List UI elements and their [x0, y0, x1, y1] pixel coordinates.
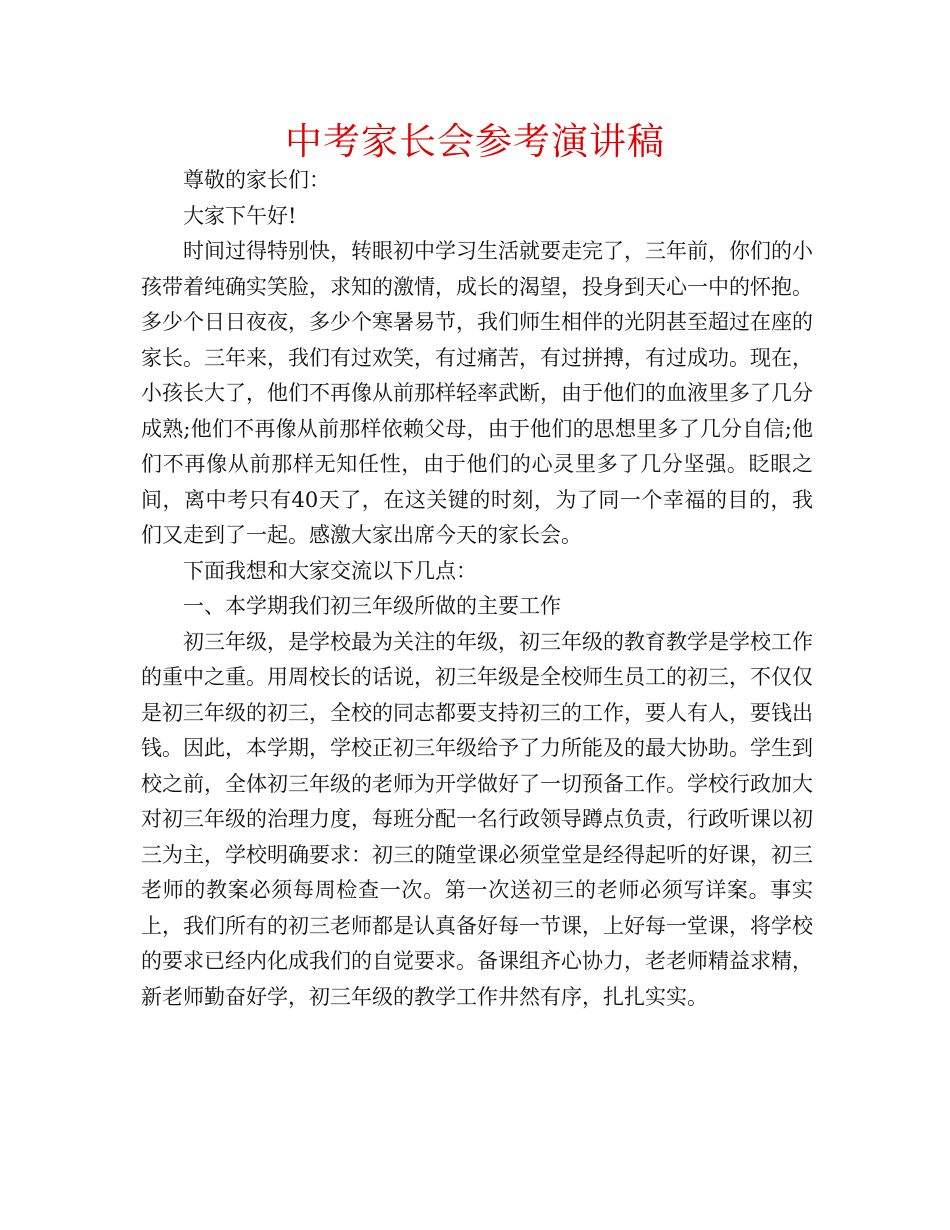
paragraph-intro: 时间过得特别快，转眼初中学习生活就要走完了，三年前，你们的小孩带着纯确实笑脸，求知的激情，成长的渴望，投身到天心一中的怀抱。多少个日日夜夜，多少个寒暑易节，我们师生相伴的光阴甚至超过在座的家长。三年来，我们有过欢笑，有过痛苦，有过拼搏，有过成功。现在，小孩长大了，他们不再像从前那样轻率武断，由于他们的血液里多了几分成熟;他们不再像从前那样依赖父母，由于他们的思想里多了几分自信;他们不再像从前那样无知任性，由于他们的心灵里多了几分坚强。眨眼之间，离中考只有40天了，在这关键的时刻，为了同一个幸福的目的，我们又走到了一起。感激大家出席今天的家长会。: [141, 239, 813, 547]
salutation: 尊敬的家长们：: [183, 168, 330, 192]
paragraph-section-1: 初三年级，是学校最为关注的年级，初三年级的教育教学是学校工作的重中之重。用周校长的话说，初三年级是全校师生员工的初三，不仅仅是初三年级的初三，全校的同志都要支持初三的工作，要人有人，要钱出钱。因此，本学期，学校正初三年级给予了力所能及的最大协助。学生到校之前，全体初三年级的老师为开学做好了一切预备工作。学校行政加大对初三年级的治理力度，每班分配一名行政领导蹲点负责，行政听课以初三为主，学校明确要求：初三的随堂课必须堂堂是经得起听的好课，初三老师的教案必须每周检查一次。第一次送初三的老师必须写详案。事实上，我们所有的初三老师都是认真备好每一节课，上好每一堂课，将学校的要求已经内化成我们的自觉要求。备课组齐心协力，老老师精益求精，新老师勤奋好学，初三年级的教学工作井然有序，扎扎实实。: [141, 629, 813, 1009]
document-body: [141, 163, 813, 1015]
section-heading-1: 一、本学期我们初三年级所做的主要工作: [183, 594, 561, 618]
document-title: 中考家长会参考演讲稿: [285, 120, 665, 163]
paragraph-transition: 下面我想和大家交流以下几点：: [183, 558, 477, 583]
greeting: 大家下午好!: [183, 203, 297, 228]
